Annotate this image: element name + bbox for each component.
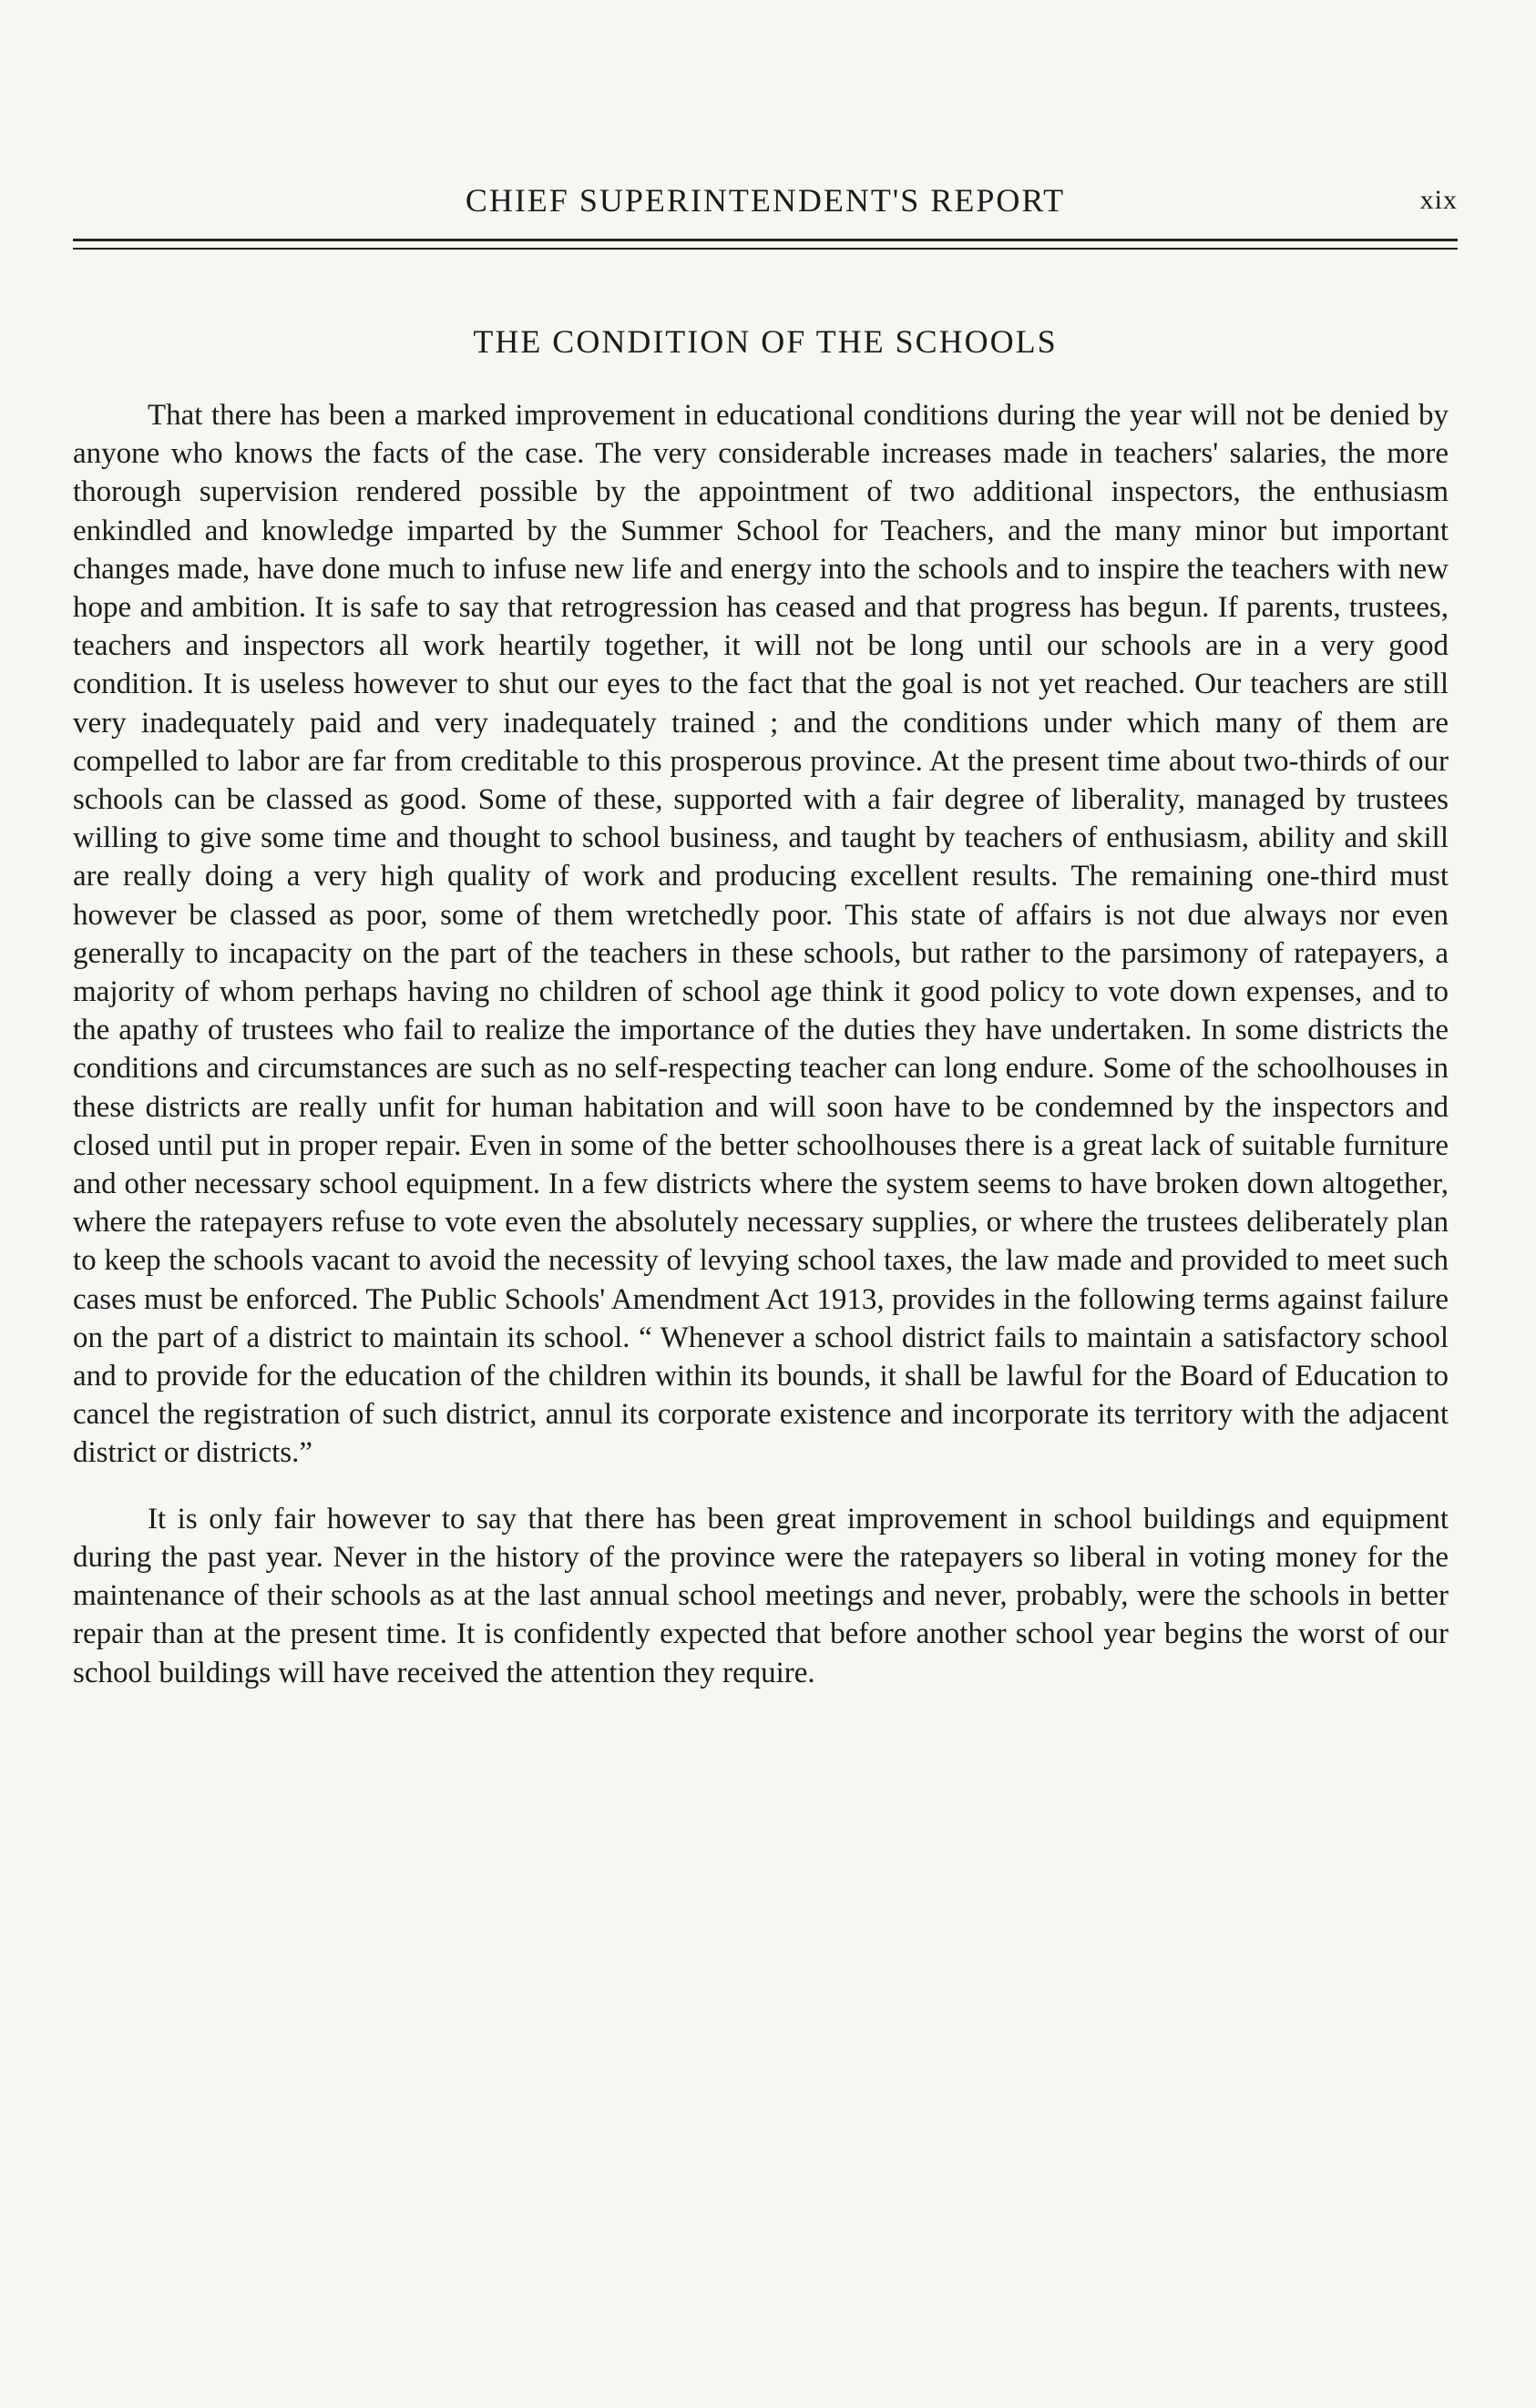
paragraph-condition: That there has been a marked improvement in educational conditions during the year will not be denied by anyone who knows the facts of the case. The very considerable increases made in teachers' salaries, the more thorough supervision rendered possible by the appointment of two additional inspectors, the enthusiasm enkindled and knowledge imparted by the Summer School for Teachers, and the many minor but important changes made, have done much to infuse new life and energy into the schools and to inspire the teachers with new hope and ambition. It is safe to say that retrogression has ceased and that progress has begun. If parents, trustees, teachers and inspectors all work heartily together, it will not be long until our schools are in a very good condition. It is useless however to shut our eyes to the fact that the goal is not yet reached. Our teachers are still very inadequately paid and very inadequately trained ; and the conditions under which many of them are compelled to labor are far from creditable to this prosperous province. At the present time about two-thirds of our schools can be classed as good. Some of these, supported with a fair degree of liberality, managed by trustees willing to give some time and thought to school business, and taught by teachers of enthusiasm, ability and skill are really doing a very high quality of work and producing excellent results. The remaining one-third must however be classed as poor, some of them wretchedly poor. This state of affairs is not due always nor even generally to incapacity on the part of the teachers in these schools, but rather to the parsimony of ratepayers, a majority of whom perhaps having no children of school age think it good policy to vote down expenses, and to the apathy of trustees who fail to realize the importance of the duties they have undertaken. In some districts the conditions and circumstances are such as no self-respecting teacher can long endure. Some of the schoolhouses in these districts are really unfit for human habitation and will soon have to be condemned by the inspectors and closed until put in proper repair. Even in some of the better schoolhouses there is a great lack of suitable furniture and other necessary school equipment. In a few districts where the system seems to have broken down altogether, where the ratepayers refuse to vote even the absolutely necessary supplies, or where the trustees deliberately plan to keep the schools vacant to avoid the necessity of levying school taxes, the law made and provided to meet such cases must be enforced. The Public Schools' Amendment Act 1913, provides in the following terms against failure on the part of a district to maintain its school. “ Whenever a school district fails to maintain a satisfactory school and to provide for the education of the children within its bounds, it shall be lawful for the Board of Education to cancel the registration of such district, annul its corporate existence and incorporate its territory with the adjacent district or districts.”: [73, 399, 1449, 1470]
section-title: THE CONDITION OF THE SCHOOLS: [473, 323, 1058, 360]
running-title: CHIEF SUPERINTENDENT'S REPORT: [465, 182, 1066, 219]
header-rule-top: [73, 239, 1458, 241]
header-rule-bottom: [73, 248, 1458, 250]
page-number: xix: [1419, 185, 1458, 215]
running-head: [73, 173, 1458, 228]
body-text: [73, 396, 1449, 1692]
paragraph-improvement: It is only fair however to say that there has been great improvement in school buildings and equipment during the past year. Never in the history of the province were the ratepayers so liberal in voting money for the maintenance of their schools as at the last annual school meetings and never, probably, were the schools in better repair than at the present time. It is confidently expected that before another school year begins the worst of our school buildings will have received the attention they require.: [73, 1502, 1449, 1689]
